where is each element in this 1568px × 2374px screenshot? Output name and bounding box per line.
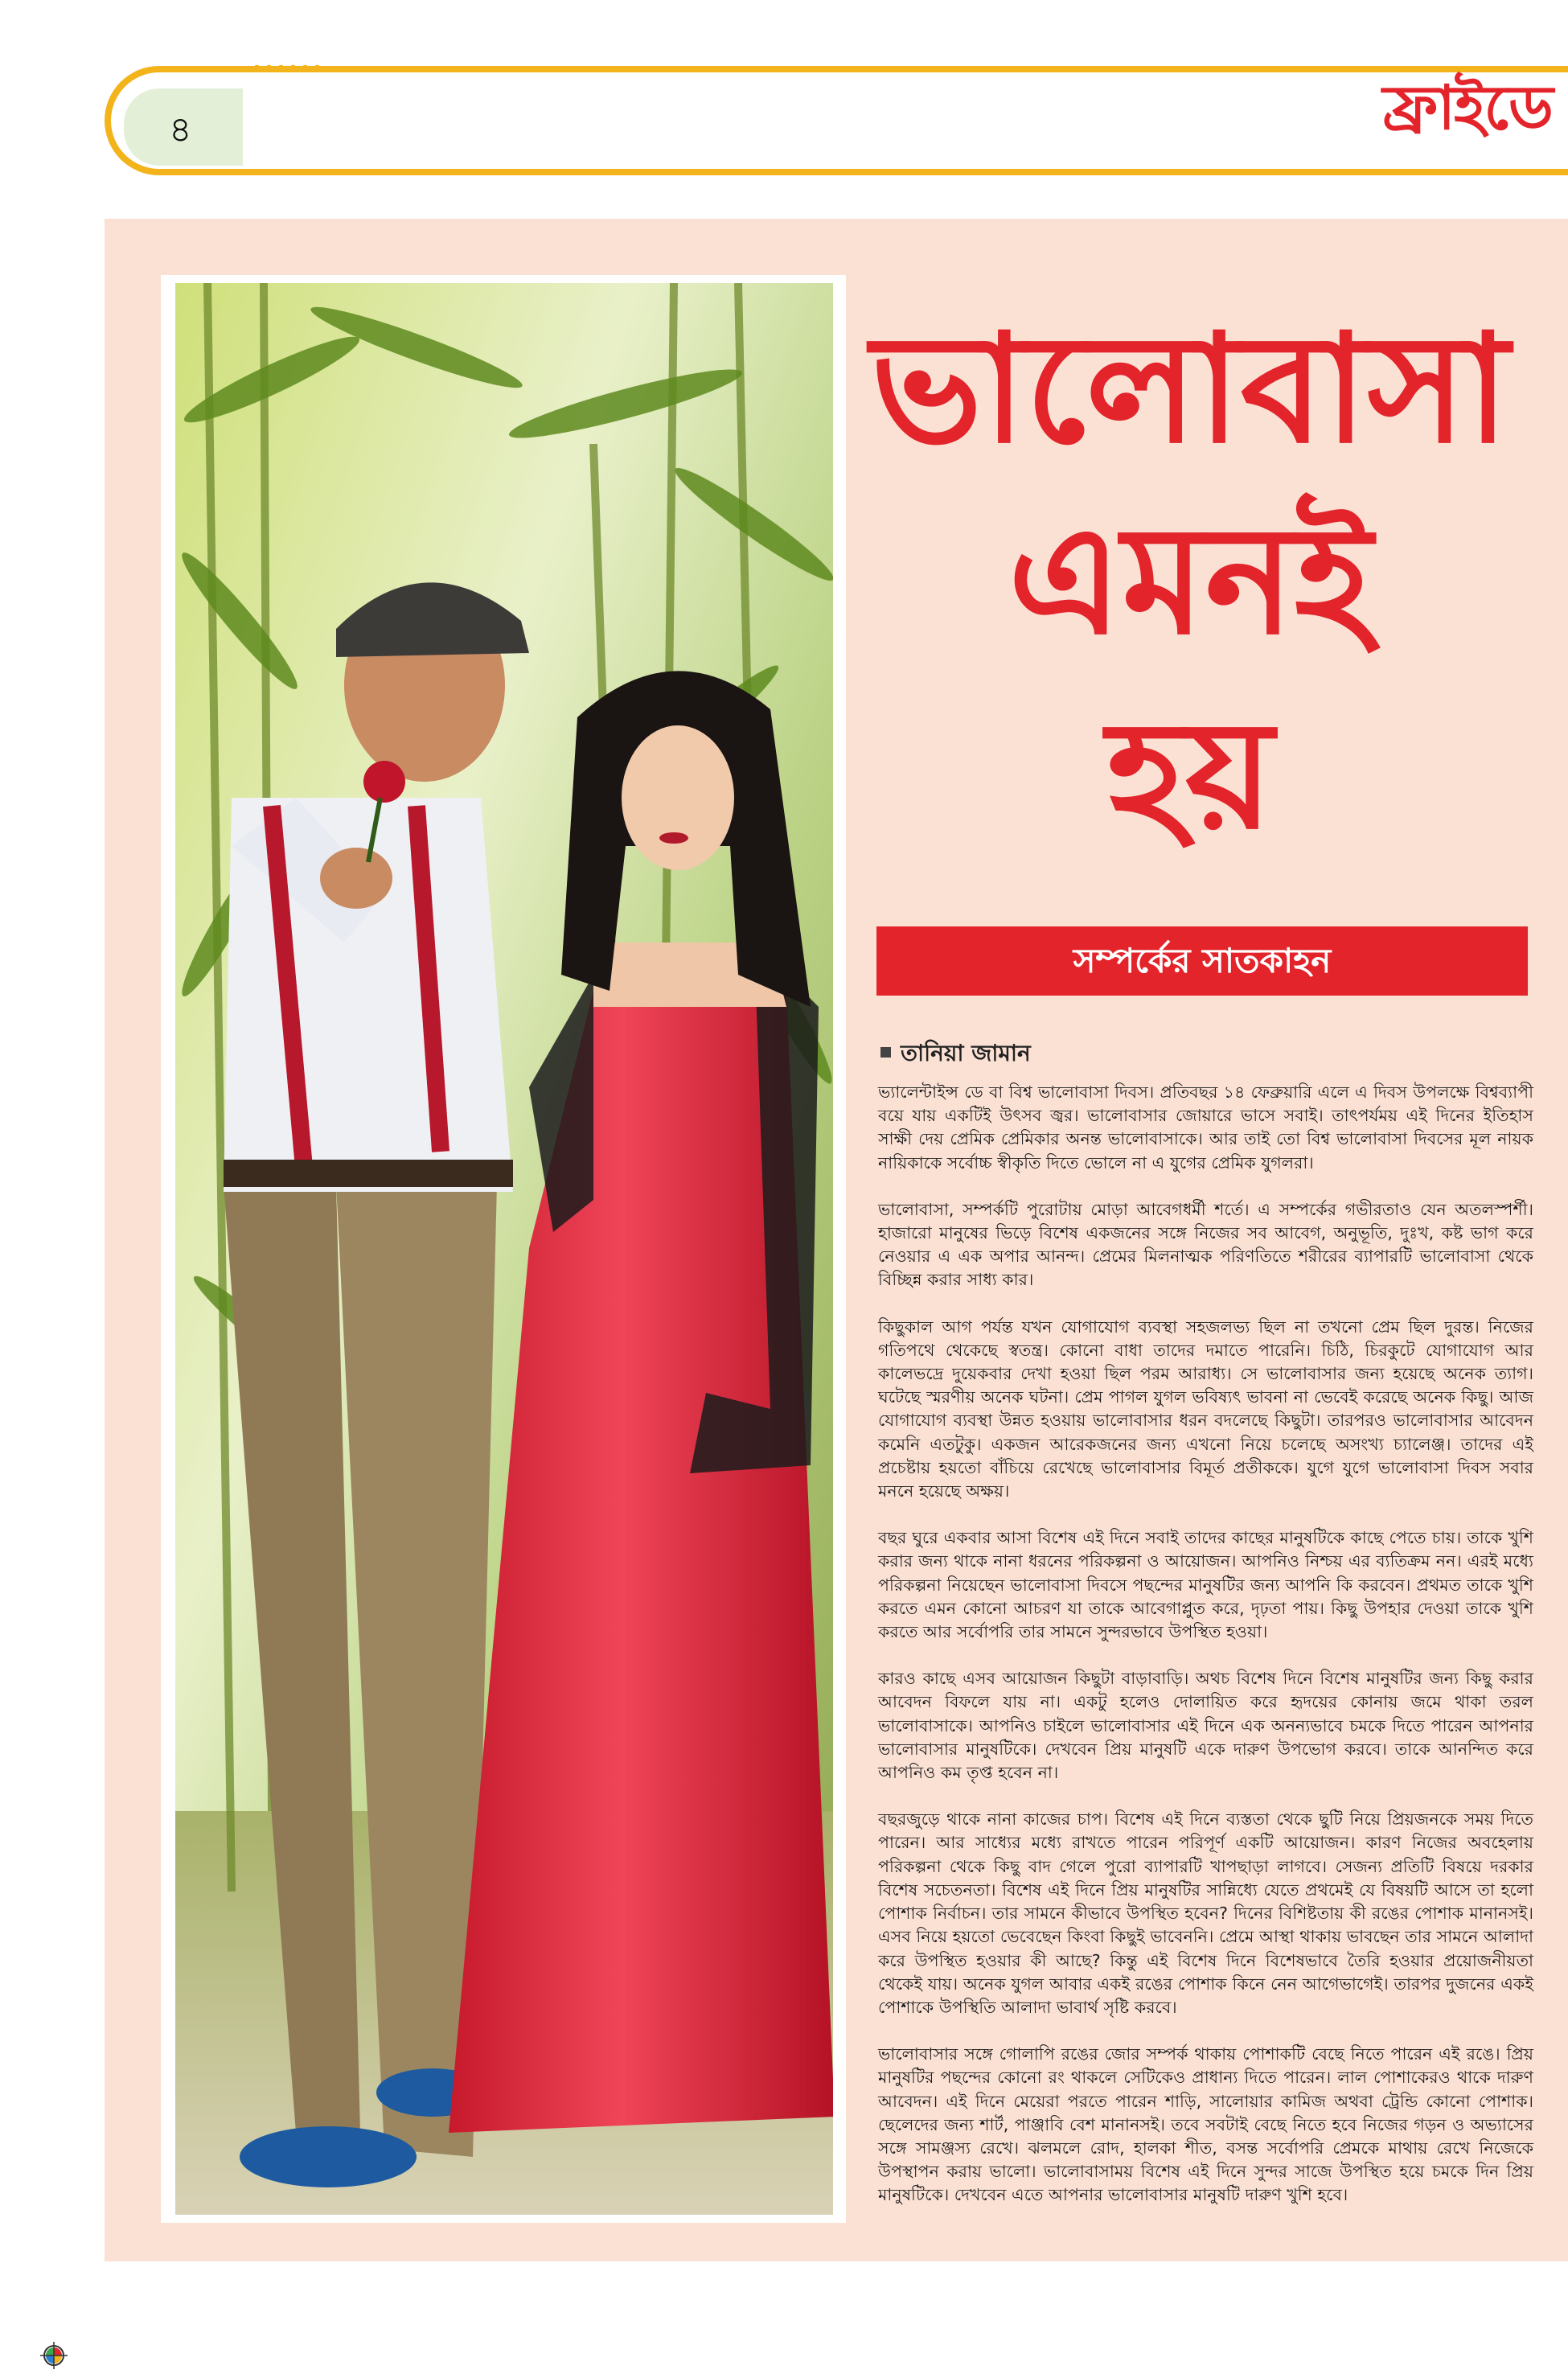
paragraph: বছর ঘুরে একবার আসা বিশেষ এই দিনে সবাই তাদের কাছের মানুষটিকে কাছে পেতে চায়। তাকে খুশি করার জন্য থাকে নানা ধরনের পরিকল্পনা ও আয়োজন। আপনিও নিশ্চয় এর ব্যতিক্রম নন। এরই মধ্যে পরিকল্পনা নিয়েছেন ভালোবাসা দিবসে পছন্দের মানুষটির জন্য আপনি কি করবেন। প্রথমত তাকে খুশি করতে এমন কোনো আচরণ যা তাকে আবেগাপ্লুত করে, দৃঢ়তা পায়। কিছু উপহার দেওয়া তাকে খুশি করতে আর সর্বোপরি তার সামনে সুন্দরভাবে উপস্থিত হওয়া। bbox=[878, 1528, 1533, 1642]
subheading-banner: সম্পর্কের সাতকাহন bbox=[876, 926, 1528, 996]
paragraph: কারও কাছে এসব আয়োজন কিছুটা বাড়াবাড়ি। অথচ বিশেষ দিনে বিশেষ মানুষটির জন্য কিছু করার আবেদন বিফলে যায় না। একটু হলেও দোলায়িত করে হৃদয়ের কোনায় জমে থাকা তরল ভালোবাসাকে। আপনিও চাইলে ভালোবাসার এই দিনে এক অনন্যভাবে চমকে দিতে পারেন আপনার ভালোবাসার মানুষটিকে। দেখবেন প্রিয় মানুষটি একে দারুণ উপভোগ করবে। তাকে আনন্দিত করে আপনিও কম তৃপ্ত হবেন না। bbox=[878, 1669, 1533, 1783]
registration-mark-icon bbox=[40, 2342, 68, 2369]
header-dots bbox=[251, 64, 323, 72]
page-header bbox=[0, 0, 1568, 193]
paragraph: কিছুকাল আগ পর্যন্ত যখন যোগাযোগ ব্যবস্থা সহজলভ্য ছিল না তখনো প্রেম ছিল দুরন্ত। নিজের গতিপথে থেকেছে স্বতন্ত্র। কোনো বাধা তাদের দমাতে পারেনি। চিঠি, চিরকুটে যোগাযোগ আর কালেভদ্রে দুয়েকবার দেখা হওয়া ছিল পরম আরাধ্য। সে ভালোবাসার জন্য হয়েছে অনেক ত্যাগ। ঘটেছে স্মরণীয় অনেক ঘটনা। প্রেম পাগল যুগল ভবিষ্যৎ ভাবনা না ভেবেই করেছে অনেক কিছু। আজ যোগাযোগ ব্যবস্থা উন্নত হওয়ায় ভালোবাসার ধরন বদলেছে কিছুটা। তারপরও ভালোবাসার আবেদন কমেনি এতটুকু। একজন আরেকজনের জন্য এখনো নিয়ে চলেছে অসংখ্য চ্যালেঞ্জ। তাদের এই প্রচেষ্টায় হয়তো বাঁচিয়ে রেখেছে ভালোবাসার বিমূর্ত প্রতীককে। যুগে যুগে ভালোবাসা দিবস সবার মননে হয়েছে অক্ষয়। bbox=[878, 1316, 1533, 1501]
paragraph: ভালোবাসা, সম্পর্কটি পুরোটায় মোড়া আবেগধর্মী শর্তে। এ সম্পর্কের গভীরতাও যেন অতলস্পর্শী। হাজারো মানুষের ভিড়ে বিশেষ একজনের সঙ্গে নিজের সব আবেগ, অনুভূতি, দুঃখ, কষ্ট ভাগ করে নেওয়ার এ এক অপার আনন্দ। প্রেমের মিলনাত্মক পরিণতিতে শরীরের ব্যাপারটি ভালোবাসা থেকে বিচ্ছিন্ন করার সাধ্য কার। bbox=[878, 1199, 1533, 1290]
headline-line-2: এমনই bbox=[1008, 491, 1373, 667]
author-name: তানিয়া জামান bbox=[901, 1040, 1031, 1066]
headline-line-3: হয় bbox=[1106, 686, 1274, 862]
author-byline bbox=[880, 1036, 1031, 1074]
paragraph: ভালোবাসার সঙ্গে গোলাপি রঙের জোর সম্পর্ক থাকায় পোশাকটি বেছে নিতে পারেন এই রঙে। প্রিয় মানুষটির পছন্দের কোনো রং থাকলে সেটিকেও প্রাধান্য দিতে পারেন। লাল পোশাকেরও থাকে দারুণ আবেদন। এই দিনে মেয়েরা পরতে পারেন শাড়ি, সালোয়ার কামিজ অথবা ট্রেন্ডি কোনো পোশাক। ছেলেদের জন্য শার্ট, পাঞ্জাবি বেশ মানানসই। তবে সবটাই বেছে নিতে হবে নিজের গড়ন ও অভ্যাসের সঙ্গে সামঞ্জস্য রেখে। ঝলমলে রোদ, হালকা শীত, বসন্ত সর্বোপরি প্রেমকে মাথায় রেখে নিজেকে উপস্থাপন করায় ভালো। ভালোবাসাময় বিশেষ এই দিনে সুন্দর সাজে উপস্থিত হয়ে চমকে দিন প্রিয় মানুষটিকে। দেখবেন এতে আপনার ভালোবাসার মানুষটি দারুণ খুশি হবে। bbox=[878, 2044, 1533, 2205]
headline-line-1: ভালোবাসা bbox=[870, 300, 1510, 476]
couple-photo bbox=[175, 283, 833, 2215]
bullet-square-icon bbox=[880, 1047, 891, 1058]
article-body bbox=[878, 1081, 1533, 2208]
paragraph: ভ্যালেন্টাইন্স ডে বা বিশ্ব ভালোবাসা দিবস। প্রতিবছর ১৪ ফেব্রুয়ারি এলে এ দিবস উপলক্ষে বিশ্বব্যাপী বয়ে যায় একটিই উৎসব জ্বর। ভালোবাসার জোয়ারে ভাসে সবাই। তাৎপর্যময় এই দিনের ইতিহাস সাক্ষী দেয় প্রেমিক প্রেমিকার অনন্ত ভালোবাসাকে। আর তাই তো বিশ্ব ভালোবাসা দিবসের মূল নায়ক নায়িকাকে সর্বোচ্চ স্বীকৃতি দিতে ভোলে না এ যুগের প্রেমিক যুগলরা। bbox=[878, 1082, 1533, 1173]
page-number: ৪ bbox=[169, 109, 192, 150]
magazine-logo: ফ্রাইডে bbox=[1382, 72, 1552, 143]
paragraph: বছরজুড়ে থাকে নানা কাজের চাপ। বিশেষ এই দিনে ব্যস্ততা থেকে ছুটি নিয়ে প্রিয়জনকে সময় দিতে পারেন। আর সাধ্যের মধ্যে রাখতে পারেন পরিপূর্ণ একটি আয়োজন। কারণ নিজের অবহেলায় পরিকল্পনা থেকে কিছু বাদ গেলে পুরো ব্যাপারটি খাপছাড়া লাগবে। সেজন্য প্রতিটি বিষয়ে দরকার বিশেষ সচেতনতা। বিশেষ এই দিনে প্রিয় মানুষটির সান্নিধ্যে যেতে প্রথমেই যে বিষয়টি আসে তা হলো পোশাক নির্বাচন। তার সামনে কীভাবে উপস্থিত হবেন? দিনের বিশিষ্টতায় কী রঙের পোশাক মানানসই। এসব নিয়ে হয়তো ভেবেছেন কিংবা কিছুই ভাবেননি। প্রেমে আস্থা থাকায় ভাবছেন তার সামনে আলাদা করে উপস্থিত হওয়ার কী আছে? কিন্তু এই বিশেষ দিনে বিশেষভাবে তৈরি হওয়ার প্রয়োজনীয়তা থেকেই যায়। অনেক যুগল আবার একই রঙের পোশাক কিনে নেন আগেভাগেই। তারপর দুজনের একই পোশাকে উপস্থিতি আলাদা ভাবার্থ সৃষ্টি করবে। bbox=[878, 1809, 1533, 2017]
